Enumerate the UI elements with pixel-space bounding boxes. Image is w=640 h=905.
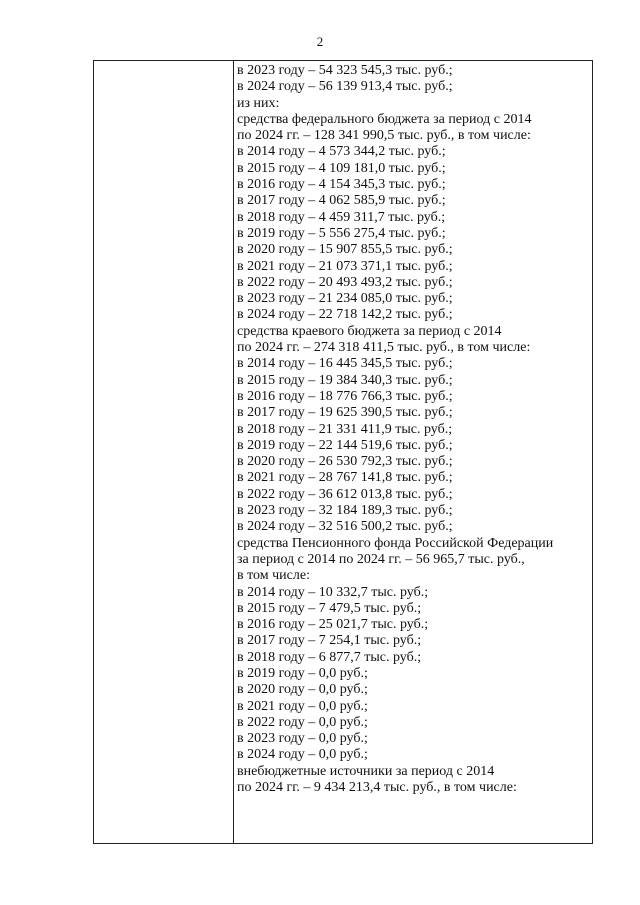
funding-line: в 2016 году – 25 021,7 тыс. руб.; (237, 617, 429, 633)
funding-line: в 2020 году – 0,0 руб.; (237, 682, 368, 698)
funding-line: внебюджетные источники за период с 2014 (237, 763, 495, 779)
funding-line: средства краевого бюджета за период с 2014 (237, 323, 502, 339)
funding-line: в 2017 году – 7 254,1 тыс. руб.; (237, 633, 422, 649)
funding-line: в 2015 году – 19 384 340,3 тыс. руб.; (237, 372, 453, 388)
funding-line: в 2019 году – 0,0 руб.; (237, 665, 368, 681)
funding-line: в 2022 году – 20 493 493,2 тыс. руб.; (237, 274, 453, 290)
funding-line: в 2016 году – 18 776 766,3 тыс. руб.; (237, 388, 453, 404)
funding-line: в 2017 году – 19 625 390,5 тыс. руб.; (237, 405, 453, 421)
page-number: 2 (316, 34, 324, 49)
table-right-cell (234, 61, 592, 843)
funding-line: в 2019 году – 5 556 275,4 тыс. руб.; (237, 225, 446, 241)
funding-line: в 2022 году – 36 612 013,8 тыс. руб.; (237, 486, 453, 502)
funding-line: в 2014 году – 4 573 344,2 тыс. руб.; (237, 144, 446, 160)
funding-table (93, 60, 593, 844)
funding-line: в 2024 году – 22 718 142,2 тыс. руб.; (237, 307, 453, 323)
funding-line: за период с 2014 по 2024 гг. – 56 965,7 тыс. руб., (237, 551, 525, 567)
funding-line: в 2024 году – 56 139 913,4 тыс. руб.; (237, 79, 453, 95)
funding-line: в 2023 году – 0,0 руб.; (237, 731, 368, 747)
funding-line: из них: (237, 95, 280, 111)
funding-line: в 2014 году – 16 445 345,5 тыс. руб.; (237, 356, 453, 372)
table-left-cell (94, 61, 234, 843)
funding-line: средства Пенсионного фонда Российской Федерации (237, 535, 554, 551)
funding-line: в 2018 году – 4 459 311,7 тыс. руб.; (237, 209, 446, 225)
funding-line: в 2018 году – 21 331 411,9 тыс. руб.; (237, 421, 453, 437)
funding-line: средства федерального бюджета за период с 2014 (237, 111, 532, 127)
funding-line: в 2021 году – 21 073 371,1 тыс. руб.; (237, 258, 453, 274)
funding-line: в 2015 году – 4 109 181,0 тыс. руб.; (237, 160, 446, 176)
funding-line: в 2015 году – 7 479,5 тыс. руб.; (237, 600, 422, 616)
funding-line: в 2024 году – 0,0 руб.; (237, 747, 368, 763)
funding-line: по 2024 гг. – 128 341 990,5 тыс. руб., в том числе: (237, 128, 531, 144)
funding-line: в 2020 году – 26 530 792,3 тыс. руб.; (237, 454, 453, 470)
funding-line: в 2021 году – 0,0 руб.; (237, 698, 368, 714)
funding-line: в 2016 году – 4 154 345,3 тыс. руб.; (237, 177, 446, 193)
funding-line: по 2024 гг. – 9 434 213,4 тыс. руб., в том числе: (237, 780, 517, 796)
funding-line: в 2014 году – 10 332,7 тыс. руб.; (237, 584, 429, 600)
funding-line: в 2019 году – 22 144 519,6 тыс. руб.; (237, 437, 453, 453)
funding-line: в 2024 году – 32 516 500,2 тыс. руб.; (237, 519, 453, 535)
funding-line: в 2021 году – 28 767 141,8 тыс. руб.; (237, 470, 453, 486)
funding-line: в 2023 году – 32 184 189,3 тыс. руб.; (237, 503, 453, 519)
funding-line: в 2018 году – 6 877,7 тыс. руб.; (237, 649, 422, 665)
funding-line: в 2017 году – 4 062 585,9 тыс. руб.; (237, 193, 446, 209)
funding-line: по 2024 гг. – 274 318 411,5 тыс. руб., в том числе: (237, 340, 531, 356)
funding-line: в 2022 году – 0,0 руб.; (237, 714, 368, 730)
funding-line: в 2020 году – 15 907 855,5 тыс. руб.; (237, 242, 453, 258)
funding-line: в том числе: (237, 568, 310, 584)
funding-line: в 2023 году – 54 323 545,3 тыс. руб.; (237, 63, 453, 78)
funding-line: в 2023 году – 21 234 085,0 тыс. руб.; (237, 291, 453, 307)
